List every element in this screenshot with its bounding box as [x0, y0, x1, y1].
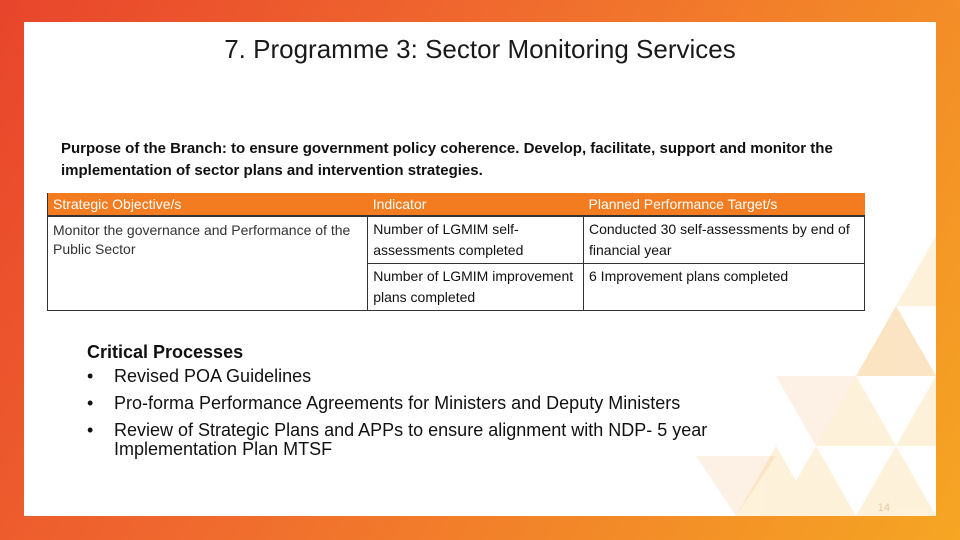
slide-title: 7. Programme 3: Sector Monitoring Services	[224, 34, 736, 64]
header-target: Planned Performance Target/s	[584, 193, 865, 216]
branch-purpose: Purpose of the Branch: to ensure government policy coherence. Develop, facilitate, support and monitor the implementation of sector plans and intervention strategies.	[61, 140, 833, 179]
bullet-icon: •	[87, 366, 94, 386]
critical-processes-list	[87, 367, 827, 459]
header-gap	[350, 193, 368, 216]
indicator-cell: Number of LGMIM self-assessments completed	[368, 216, 584, 264]
header-indicator: Indicator	[368, 193, 566, 216]
table-header-row	[48, 193, 865, 216]
list-item-text: Review of Strategic Plans and APPs to ensure alignment with NDP- 5 year Implementation Plan MTSF	[114, 420, 708, 459]
critical-processes-heading: Critical Processes	[87, 342, 244, 362]
strategic-objective-cell: Monitor the governance and Performance of the Public Sector	[48, 216, 368, 311]
indicator-cell: Number of LGMIM improvement plans completed	[368, 264, 584, 311]
slide	[24, 22, 936, 516]
table-row	[48, 216, 865, 264]
page-number: 14	[877, 502, 890, 514]
critical-processes	[87, 342, 827, 467]
list-item	[87, 367, 827, 386]
list-item-text: Pro-forma Performance Agreements for Ministers and Deputy Ministers	[114, 393, 681, 413]
list-item-text: Revised POA Guidelines	[114, 366, 312, 386]
target-cell: Conducted 30 self-assessments by end of financial year	[584, 216, 865, 264]
header-strategic-objective: Strategic Objective/s	[48, 193, 350, 216]
bullet-icon: •	[87, 420, 94, 440]
bullet-icon: •	[87, 393, 94, 413]
list-item	[87, 394, 827, 413]
performance-table	[47, 193, 865, 311]
header-gap	[566, 193, 584, 216]
target-cell: 6 Improvement plans completed	[584, 264, 865, 311]
list-item	[87, 421, 827, 459]
